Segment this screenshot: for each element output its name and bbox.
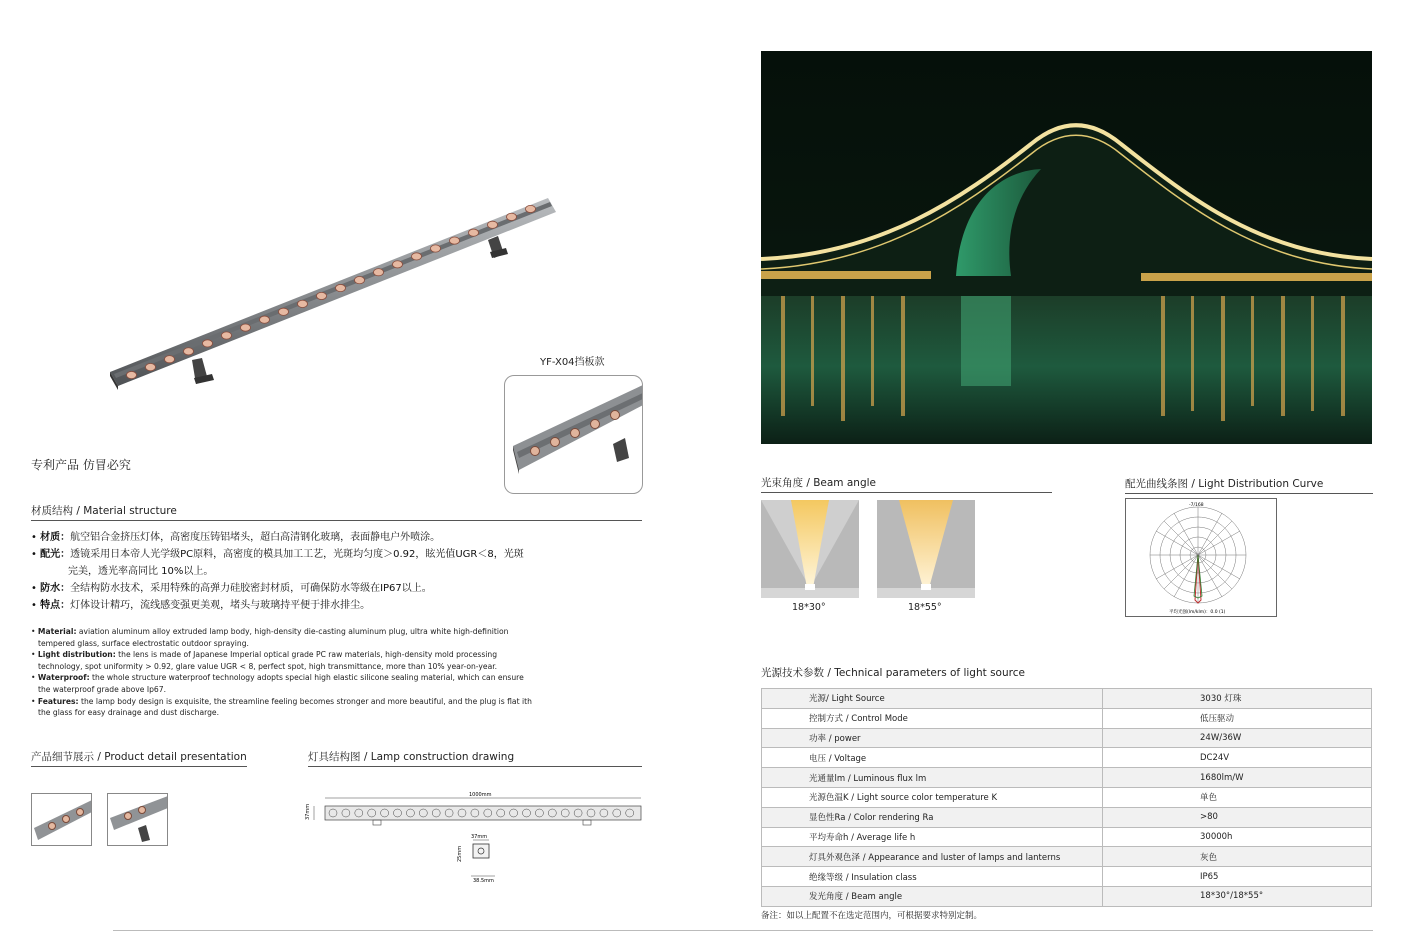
led-bead bbox=[393, 261, 403, 268]
params-row bbox=[762, 748, 1372, 768]
svg-text:37mm: 37mm bbox=[471, 834, 488, 840]
led-bead bbox=[222, 332, 232, 339]
param-value: 18*30°/18*55° bbox=[1103, 886, 1372, 906]
param-value: >80 bbox=[1103, 807, 1372, 827]
product-bar-image bbox=[100, 190, 570, 400]
param-name: 光源/ Light Source bbox=[762, 689, 1103, 709]
zh-point-waterproof: • 防水：全结构防水技术，采用特殊的高弹力硅胶密封材质，可确保防水等级在IP67以上。 bbox=[31, 583, 432, 594]
param-name: 功率 / power bbox=[762, 728, 1103, 748]
led-bead bbox=[507, 213, 517, 220]
params-table bbox=[761, 688, 1372, 907]
svg-text:37mm: 37mm bbox=[305, 803, 311, 820]
param-name: 灯具外观色泽 / Appearance and luster of lamps and lanterns bbox=[762, 847, 1103, 867]
param-value: 30000h bbox=[1103, 827, 1372, 847]
params-row bbox=[762, 886, 1372, 906]
en-points: • Material: aviation aluminum alloy extruded lamp body, high-density die-casting aluminum plug, ultra white high-definition tempered glass, surface electrostatic outdoor spraying. • Light distribution: the lens is made of Japanese Imperial optical grade PC raw materials, high-density mold processing technology, spot uniformity > 0.92, glare value UGR < 8, perfect spot, high transmittance, more than 10% year-on-year. • Waterproof: the whole structure waterproof technology adopts special high elastic silicone sealing material, which can ensure the waterproof grade above Ip67. • Features: the lamp body design is exquisite, the streamline feeling becomes stronger and more beautiful, and the plug is flat ith the glass for easy drainage and dust discharge. bbox=[31, 627, 532, 718]
detail-thumb-1 bbox=[31, 793, 92, 846]
param-value: 灰色 bbox=[1103, 847, 1372, 867]
params-row bbox=[762, 827, 1372, 847]
svg-text:-7/168: -7/168 bbox=[1189, 503, 1204, 508]
param-name: 光源色温K / Light source color temperature K bbox=[762, 787, 1103, 807]
led-bead bbox=[260, 316, 270, 323]
drawing-title: 灯具结构图 / Lamp construction drawing bbox=[308, 751, 515, 763]
param-name: 控制方式 / Control Mode bbox=[762, 708, 1103, 728]
param-name: 光通量lm / Luminous flux lm bbox=[762, 768, 1103, 788]
params-row bbox=[762, 787, 1372, 807]
led-bead bbox=[317, 292, 327, 299]
param-value: 1680lm/W bbox=[1103, 768, 1372, 788]
light-distribution-curve bbox=[1125, 498, 1277, 617]
led-bead bbox=[336, 284, 346, 291]
zh-point-material: • 材质：航空铝合金挤压灯体，高密度压铸铝堵头，超白高清钢化玻璃，表面静电户外喷涂。 bbox=[31, 532, 441, 543]
params-row bbox=[762, 689, 1372, 709]
led-bead bbox=[184, 348, 194, 355]
led-bead bbox=[526, 205, 536, 212]
led-bead bbox=[203, 340, 213, 347]
led-bead bbox=[298, 300, 308, 307]
beam-image-55 bbox=[877, 500, 975, 598]
beam-image-30 bbox=[761, 500, 859, 598]
construction-drawing bbox=[305, 788, 645, 888]
beam-rule bbox=[761, 492, 1052, 493]
param-value: IP65 bbox=[1103, 867, 1372, 887]
patent-note: 专利产品 仿冒必究 bbox=[31, 458, 131, 472]
led-bead bbox=[469, 229, 479, 236]
led-bead bbox=[146, 364, 156, 371]
page-bottom-rule bbox=[113, 930, 1373, 931]
inset-bar-image bbox=[505, 376, 642, 493]
curve-title: 配光曲线条图 / Light Distribution Curve bbox=[1125, 478, 1324, 490]
led-bead bbox=[431, 245, 441, 252]
params-row bbox=[762, 768, 1372, 788]
param-name: 平均寿命h / Average life h bbox=[762, 827, 1103, 847]
drawing-rule bbox=[308, 766, 642, 767]
zh-point-features: • 特点：灯体设计精巧，流线感变强更美观，堵头与玻璃持平便于排水排尘。 bbox=[31, 600, 371, 611]
params-row bbox=[762, 867, 1372, 887]
detail-thumb-2 bbox=[107, 793, 168, 846]
detail-title: 产品细节展示 / Product detail presentation bbox=[31, 751, 247, 763]
param-value: 3030 灯珠 bbox=[1103, 689, 1372, 709]
led-bead bbox=[488, 221, 498, 228]
svg-text:1000mm: 1000mm bbox=[469, 792, 492, 798]
svg-text:25mm: 25mm bbox=[457, 845, 463, 862]
bridge-night-photo bbox=[761, 51, 1372, 444]
material-rule bbox=[31, 520, 642, 521]
param-value: DC24V bbox=[1103, 748, 1372, 768]
param-name: 发光角度 / Beam angle bbox=[762, 886, 1103, 906]
beam-label-55: 18*55° bbox=[908, 602, 942, 613]
params-row bbox=[762, 728, 1372, 748]
material-title: 材质结构 / Material structure bbox=[31, 505, 177, 517]
params-title: 光源技术参数 / Technical parameters of light source bbox=[761, 667, 1025, 679]
led-bead bbox=[355, 277, 365, 284]
led-bead bbox=[127, 371, 137, 378]
led-bead bbox=[412, 253, 422, 260]
params-row bbox=[762, 847, 1372, 867]
zh-point-distribution: • 配光：透镜采用日本帝人光学级PC原料，高密度的模具加工工艺，光斑均匀度＞0.92，眩光值UGR＜8，光斑 bbox=[31, 549, 524, 560]
param-name: 电压 / Voltage bbox=[762, 748, 1103, 768]
beam-title: 光束角度 / Beam angle bbox=[761, 477, 877, 489]
beam-label-30: 18*30° bbox=[792, 602, 826, 613]
zh-point-distribution-cont: 完美，透光率高同比 10%以上。 bbox=[68, 566, 214, 577]
params-row bbox=[762, 807, 1372, 827]
param-value: 低压驱动 bbox=[1103, 708, 1372, 728]
param-name: 绝缘等级 / Insulation class bbox=[762, 867, 1103, 887]
inset-detail-frame bbox=[504, 375, 643, 494]
svg-text:平均光强(lm/klm)：0.0 (1): 平均光强(lm/klm)：0.0 (1) bbox=[1169, 610, 1226, 615]
curve-rule bbox=[1125, 493, 1373, 494]
svg-text:38.5mm: 38.5mm bbox=[473, 878, 494, 884]
param-value: 单色 bbox=[1103, 787, 1372, 807]
zh-points bbox=[31, 529, 631, 614]
led-bead bbox=[374, 269, 384, 276]
product-caption: YF-X04挡板款 bbox=[540, 357, 605, 368]
detail-rule bbox=[31, 766, 247, 767]
led-bead bbox=[165, 356, 175, 363]
param-name: 显色性Ra / Color rendering Ra bbox=[762, 807, 1103, 827]
led-bead bbox=[241, 324, 251, 331]
led-bead bbox=[279, 308, 289, 315]
footnote: 备注：如以上配置不在选定范围内，可根据要求特别定制。 bbox=[761, 911, 983, 921]
param-value: 24W/36W bbox=[1103, 728, 1372, 748]
params-row bbox=[762, 708, 1372, 728]
led-bead bbox=[450, 237, 460, 244]
